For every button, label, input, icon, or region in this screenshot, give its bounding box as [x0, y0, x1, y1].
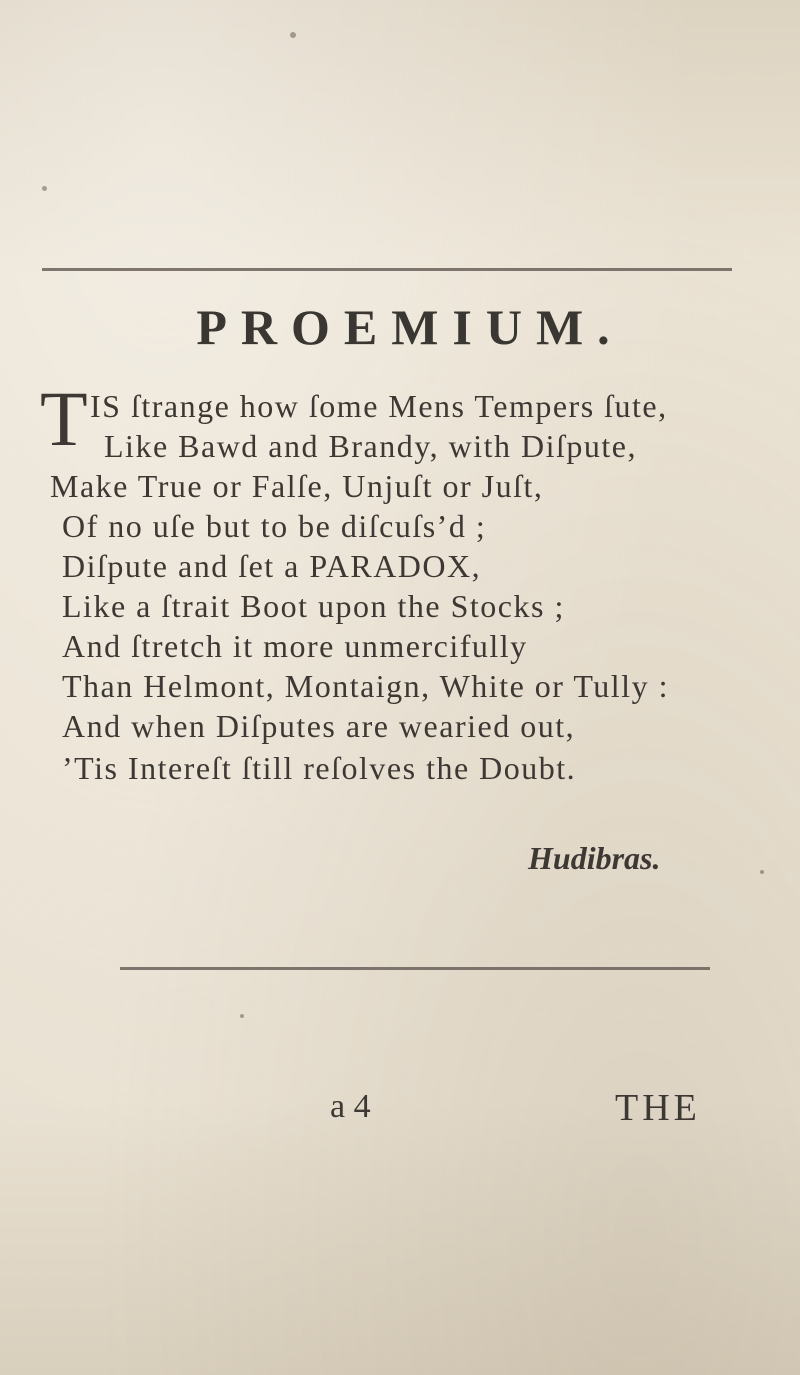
signature-mark: a 4 — [330, 1088, 371, 1125]
poem-line: IS ſtrange how ſome Mens Tempers ſute, — [90, 388, 668, 424]
poem-line: Diſpute and ſet a PARADOX, — [62, 548, 482, 584]
poem-line: And ſtretch it more unmercifully — [62, 628, 528, 664]
drop-cap: T — [40, 375, 88, 462]
paper-speck — [290, 32, 296, 38]
paper-speck — [240, 1014, 244, 1018]
attribution: Hudibras. — [528, 840, 661, 876]
top-rule — [42, 268, 732, 271]
page-title: PROEMIUM. — [196, 299, 624, 355]
poem-line: Make True or Falſe, Unjuſt or Juſt, — [50, 468, 544, 504]
paper-speck — [760, 870, 764, 874]
paper-speck — [42, 186, 47, 191]
poem-line: And when Diſputes are wearied out, — [62, 708, 576, 744]
poem-line: Like Bawd and Brandy, with Diſpute, — [104, 428, 637, 464]
poem-line: Like a ſtrait Boot upon the Stocks ; — [62, 588, 565, 624]
bottom-rule — [120, 967, 710, 970]
poem-line: Than Helmont, Montaign, White or Tully : — [62, 668, 669, 704]
poem-line: ’Tis Intereſt ſtill reſolves the Doubt. — [62, 750, 577, 786]
catchword: THE — [615, 1087, 701, 1129]
poem-line: Of no uſe but to be diſcuſs’d ; — [62, 508, 487, 544]
